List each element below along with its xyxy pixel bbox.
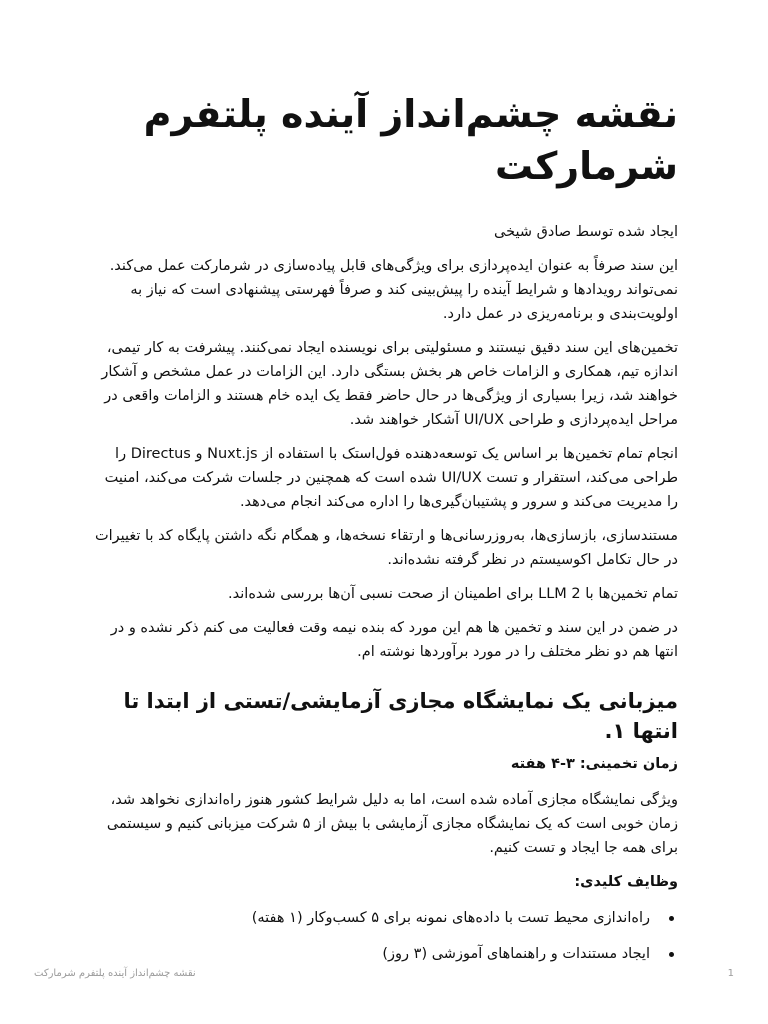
paragraph-developer: انجام تمام تخمین‌ها بر اساس یک توسعه‌دهنده فول‌استک با استفاده از Nuxt.js و Directus را طراحی می‌کند، استقرار و تست UI/UX شده است که همچنین در جلسات شرکت می‌کند، امنیت را مدیریت می‌کند و سرور و پشتیبان‌گیری‌ها را اداره می‌کند انجام می‌دهد. xyxy=(104,446,678,510)
tasks-list xyxy=(90,906,678,966)
section-heading xyxy=(90,686,678,746)
author-line: ایجاد شده توسط صادق شیخی xyxy=(494,224,678,240)
tasks-label: وظایف کلیدی: xyxy=(574,874,678,890)
section-body: ویژگی نمایشگاه مجازی آماده شده است، اما به دلیل شرایط کشور هنوز راه‌اندازی نخواهد شد، زمان خوبی است که یک نمایشگاه مجازی آزمایشی با بیش از ۵ شرکت میزبانی کنیم و سیستمی برای همه جا ایجاد و تست کنیم. xyxy=(106,792,678,856)
paragraph-excluded: مستندسازی، بازسازی‌ها، به‌روزرسانی‌ها و ارتقاء نسخه‌ها، و همگام نگه داشتن پایگاه کد با تغییرات در حال تکامل اکوسیستم در نظر گرفته نشده‌اند. xyxy=(94,528,678,568)
paragraph-llm: تمام تخمین‌ها با 2 LLM برای اطمینان از صحت نسبی آن‌ها بررسی شده‌اند. xyxy=(228,586,678,602)
paragraph-intro: این سند صرفاً به عنوان ایده‌پردازی برای ویژگی‌های قابل پیاده‌سازی در شرمارکت عمل می‌کند. نمی‌تواند رویدادها و شرایط آینده را پیش‌بینی کند و صرفاً فهرستی پیشنهادی است که نیاز به اولویت‌بندی و برنامه‌ریزی در عمل دارد. xyxy=(109,258,678,322)
bullet-icon xyxy=(669,916,674,921)
task-text: راه‌اندازی محیط تست با داده‌های نمونه برای ۵ کسب‌وکار (۱ هفته) xyxy=(251,910,650,926)
bullet-icon xyxy=(669,952,674,957)
paragraph-estimates: تخمین‌های این سند دقیق نیستند و مسئولیتی برای نویسنده ایجاد نمی‌کنند. پیشرفت به کار تیمی، اندازه تیم، همکاری و الزامات خاص هر بخش بستگی دارد. این الزامات در عمل مشخص و آشکار خواهند شد، زیرا بسیاری از ویژگی‌ها در حال حاضر فقط یک ایده خام هستند و الزامات واقعی در مراحل ایده‌پردازی و طراحی UI/UX آشکار خواهند شد. xyxy=(101,340,678,428)
page-footer xyxy=(34,968,734,979)
list-item xyxy=(90,906,660,930)
section-estimate: زمان تخمینی: ۳-۴ هفته xyxy=(510,756,678,772)
paragraph-part-time: در ضمن در این سند و تخمین ها هم این مورد که بنده نیمه وقت فعالیت می کنم ذکر نشده و در انتها هم دو نظر مختلف را در مورد برآوردها نوشته ام. xyxy=(110,620,678,660)
list-item xyxy=(90,942,660,966)
document-title: نقشه چشم‌انداز آینده پلتفرم شرمارکت xyxy=(143,92,678,188)
section-number: ۱. xyxy=(604,719,626,743)
page-number: 1 xyxy=(727,968,734,979)
section-heading-text: میزبانی یک نمایشگاه مجازی آزمایشی/تستی از ابتدا تا انتها xyxy=(123,689,678,743)
task-text: ایجاد مستندات و راهنماهای آموزشی (۳ روز) xyxy=(382,946,650,962)
footer-title: نقشه چشم‌انداز آینده پلتفرم شرمارکت xyxy=(34,968,196,979)
